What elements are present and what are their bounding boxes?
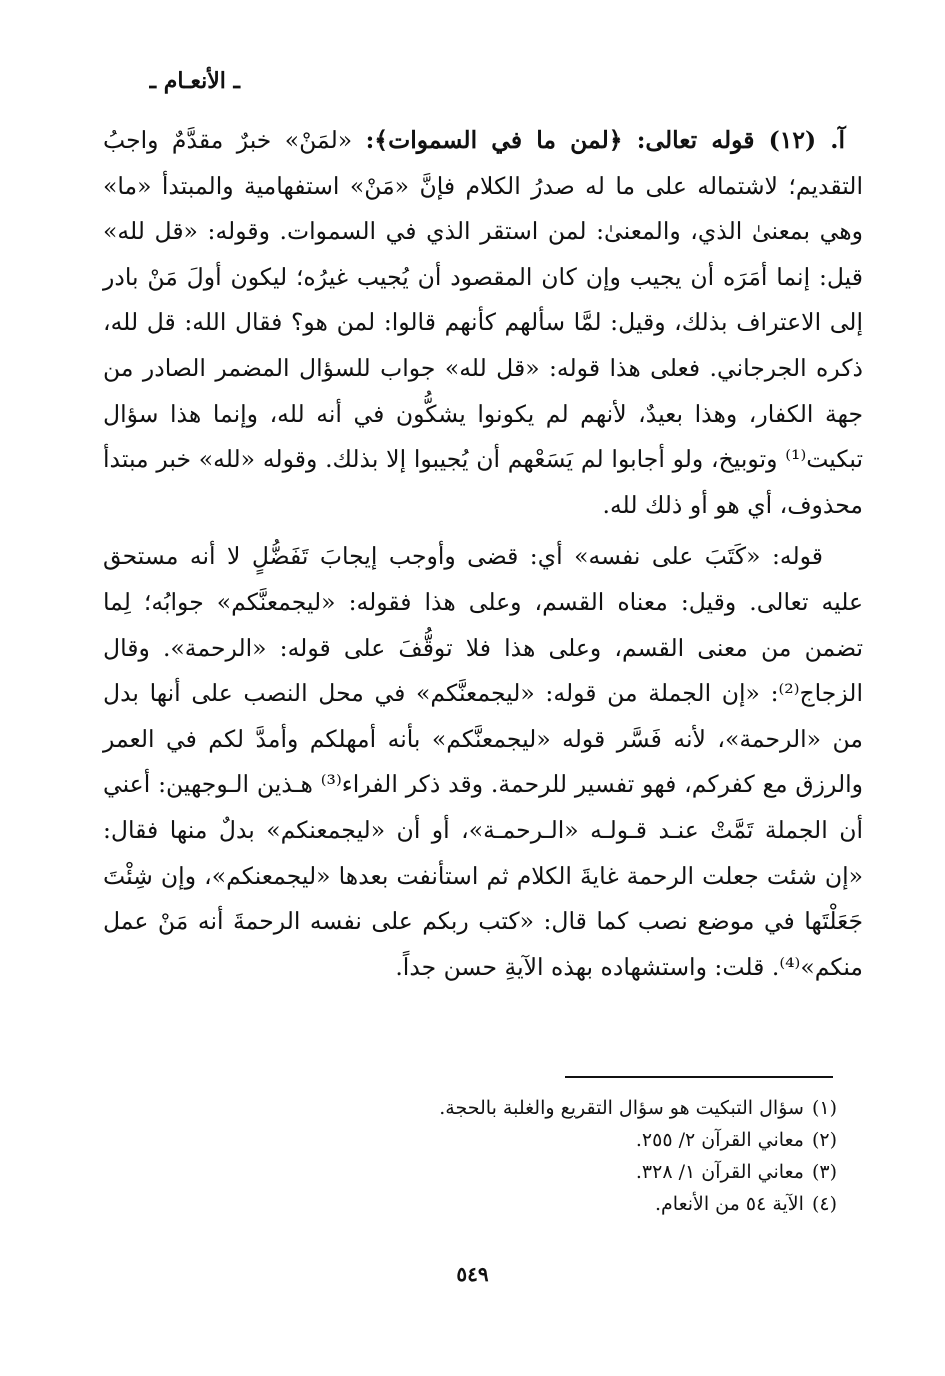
footnote-text: معاني القرآن ١/ ٣٢٨. — [635, 1161, 804, 1183]
footnote-text: سؤال التبكيت هو سؤال التقريع والغلبة بالحجة. — [439, 1097, 804, 1119]
footnote-number: (٣) — [811, 1161, 837, 1183]
footnote-text: معاني القرآن ٢/ ٢٥٥. — [635, 1129, 804, 1151]
footnote-number: (٤) — [811, 1193, 837, 1215]
page-number: ٥٤٩ — [456, 1262, 489, 1286]
footnote-number: (١) — [811, 1097, 837, 1119]
verse-heading: آ. (١٢) قوله تعالى: ﴿لمن ما في السموات﴾: — [365, 126, 846, 154]
footnote-divider — [565, 1076, 833, 1078]
footnote-3 — [137, 1156, 837, 1188]
paragraph-1-text: «لمَنْ» خبرٌ مقدَّمٌ واجبُ التقديم؛ لاشتماله على ما له صدرُ الكلام فإنَّ «مَنْ» استفهامية والمبتدأ «ما» وهي بمعنىٰ الذي، والمعنىٰ: لمن استقر الذي في السموات. وقوله: «قل لله» قيل: إنما أمَرَه أن يجيب وإن كان المقصود أن يُجيب غيرُه؛ ليكون أولَ مَنْ بادر إلى الاعتراف بذلك، وقيل: لمَّا سألهم كأنهم قالوا: لمن هو؟ فقال الله: قل لله، ذكره الجرجاني. فعلى هذا قوله: «قل لله» جواب للسؤال المضمر الصادر من جهة الكفار، وهذا بعيدٌ، لأنهم لم يكونوا يشكُّون في أنه لله، وإنما هذا سؤال تبكيت⁽¹⁾ وتوبيخ، ولو أجابوا لم يَسَعْهم أن يُجيبوا إلا بذلك. وقوله «لله» خبر مبتدأ محذوف، أي هو أو ذلك لله. — [103, 126, 863, 519]
footnote-4 — [137, 1188, 837, 1220]
paragraph-2: قوله: «كَتَبَ على نفسه» أي: قضى وأوجب إيجابَ تَفَضُّلٍ لا أنه مستحق عليه تعالى. وقيل: معناه القسم، وعلى هذا فقوله: «ليجمعنَّكم» جوابُه؛ لِما تضمن من معنى القسم، وعلى هذا فلا توقُّفَ على قوله: «الرحمة». وقال الزجاج⁽²⁾: «إن الجملة من قوله: «ليجمعنَّكم» في محل النصب على أنها بدل من «الرحمة»، لأنه فَسَّر قوله «ليجمعنَّكم» بأنه أمهلكم وأمدَّ لكم في العمر والرزق مع كفركم، فهو تفسير للرحمة. وقد ذكر الفراء⁽³⁾ هـذين الـوجهين: أعني أن الجملة تَمَّتْ عنـد قـولـه «الـرحمـة»، أو أن «ليجمعنكم» بدلٌ منها فقال: «إن شئت جعلت الرحمة غايةَ الكلام ثم استأنفت بعدها «ليجمعنكم»، وإن شِئْتَ جَعَلْتَها في موضع نصب كما قال: «كتب ربكم على نفسه الرحمةَ أنه مَنْ عمل منكم»⁽⁴⁾. قلت: واستشهاده بهذه الآيةِ حسن جداً. — [103, 542, 863, 981]
footnote-2 — [137, 1124, 837, 1156]
footnote-1 — [137, 1092, 837, 1124]
main-text — [103, 118, 863, 990]
footnotes — [137, 1092, 837, 1220]
footnote-number: (٢) — [811, 1129, 837, 1151]
footnote-text: الآية ٥٤ من الأنعام. — [654, 1193, 804, 1215]
running-title: ـ الأنعـام ـ — [149, 68, 240, 94]
paragraph-1 — [103, 118, 863, 528]
